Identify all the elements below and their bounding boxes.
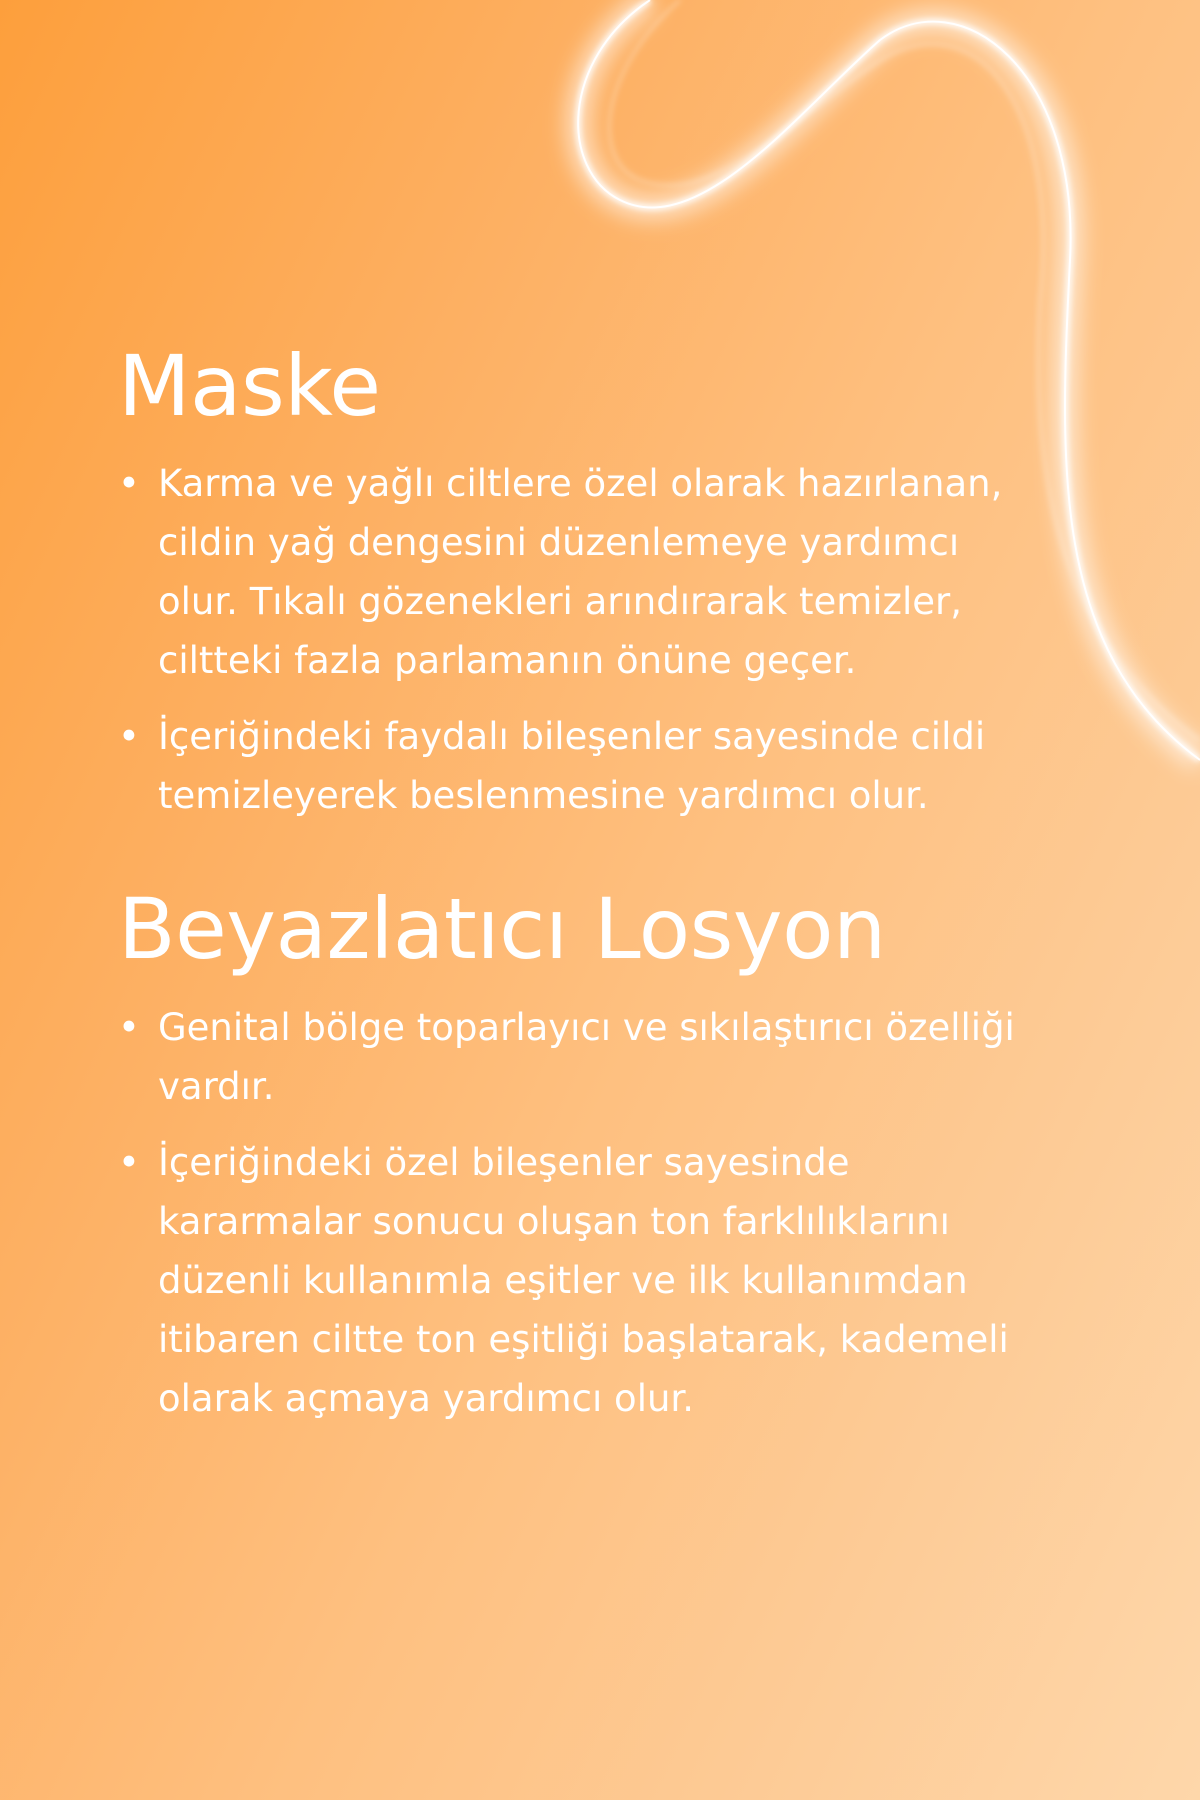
section-beyazlatici-losyon bbox=[118, 880, 1018, 1427]
section-title-beyazlatici-losyon: Beyazlatıcı Losyon bbox=[118, 880, 886, 979]
bullet-list-maske bbox=[118, 454, 1018, 825]
bullet-list-beyazlatici-losyon bbox=[118, 998, 1018, 1428]
section-maske bbox=[118, 337, 1018, 825]
list-item bbox=[118, 454, 1018, 690]
list-item bbox=[118, 707, 1018, 825]
bullet-text: • İçeriğindeki özel bileşenler sayesinde kararmalar sonucu oluşan ton farklılıklarını düzenli kullanımla eşitler ve ilk kullanımdan itibaren ciltte ton eşitliği başlatarak, kademeli olarak açmaya yardımcı olur. bbox=[158, 1140, 1009, 1420]
bullet-text: • Karma ve yağlı ciltlere özel olarak hazırlanan, cildin yağ dengesini düzenlemeye yardımcı olur. Tıkalı gözenekleri arındırarak temizler, ciltteki fazla parlamanın önüne geçer. bbox=[158, 462, 1003, 683]
section-title-maske: Maske bbox=[118, 337, 381, 435]
bullet-text: • İçeriğindeki faydalı bileşenler sayesinde cildi temizleyerek beslenmesine yardımcı olur. bbox=[158, 715, 986, 818]
content-column bbox=[118, 337, 1018, 1445]
list-item bbox=[118, 998, 1018, 1116]
bullet-text: • Genital bölge toparlayıcı ve sıkılaştırıcı özelliği vardır. bbox=[158, 1005, 1015, 1108]
list-item bbox=[118, 1133, 1018, 1428]
